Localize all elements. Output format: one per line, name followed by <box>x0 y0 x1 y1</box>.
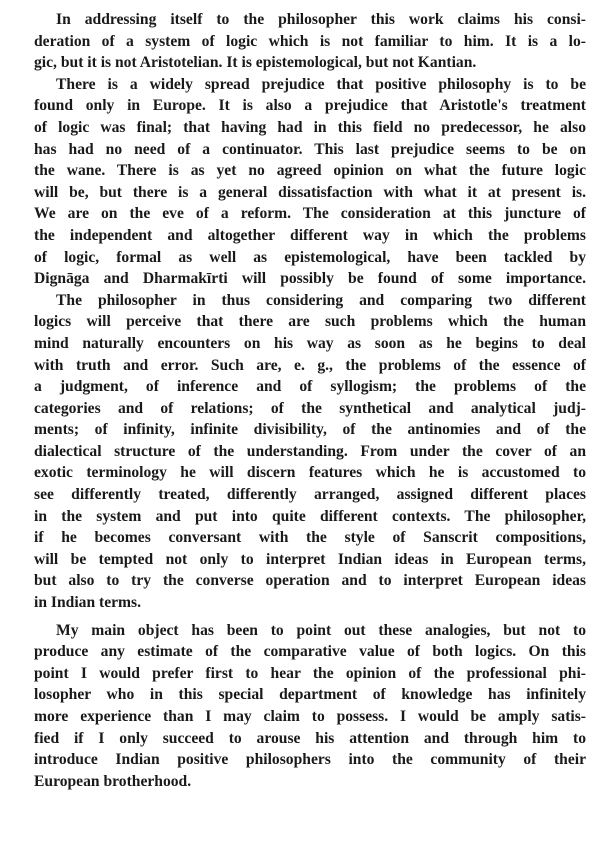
paragraph-4 <box>34 620 586 793</box>
text-line: We are on the eve of a reform. The consideration at this juncture of <box>34 205 586 223</box>
text-line: found only in Europe. It is also a prejudice that Aristotle's treatment <box>34 97 586 115</box>
text-line: a judgment, of inference and of syllogism; the problems of the <box>34 378 586 396</box>
paragraph-2 <box>34 74 586 290</box>
text-line: will be tempted not only to interpret Indian ideas in European terms, <box>34 550 586 568</box>
text-line: of logic was final; that having had in this field no predecessor, he also <box>34 118 586 136</box>
text-line: the independent and altogether different way in which the problems <box>34 226 586 244</box>
text-line: ments; of infinity, infinite divisibility, of the antinomies and of the <box>34 421 586 439</box>
paragraph-1 <box>34 9 586 74</box>
text-line: My main object has been to point out these analogies, but not to <box>56 621 586 639</box>
text-line: deration of a system of logic which is not familiar to him. It is a lo- <box>34 32 586 50</box>
text-line: In addressing itself to the philosopher this work claims his consi- <box>56 11 586 28</box>
text-line: logics will perceive that there are such problems which the human <box>34 313 586 331</box>
text-line: point I would prefer first to hear the opinion of the professional phi- <box>34 664 586 682</box>
text-line: of logic, formal as well as epistemological, have been tackled by <box>34 248 586 266</box>
text-line: if he becomes conversant with the style of Sanscrit compositions, <box>34 529 586 547</box>
text-line: more experience than I may claim to possess. I would be amply satis- <box>34 708 586 725</box>
text-line: categories and of relations; of the synthetical and analytical judj- <box>34 399 586 417</box>
text-line: Dignāga and Dharmakīrti will possibly be found of some importance. <box>34 270 586 288</box>
text-line: produce any estimate of the comparative value of both logics. On this <box>34 643 586 661</box>
text-line: but also to try the converse operation and to interpret European ideas <box>34 572 586 590</box>
text-line: will be, but there is a general dissatisfaction with what it at present is. <box>34 183 586 201</box>
text-line: in Indian terms. <box>34 594 142 612</box>
text-line: European brotherhood. <box>34 772 192 790</box>
text-line: exotic terminology he will discern features which he is accustomed to <box>34 464 586 482</box>
text-line: see differently treated, differently arranged, assigned different places <box>34 486 586 504</box>
text-line: gic, but it is not Aristotelian. It is epistemological, but not Kantian. <box>34 54 477 72</box>
text-line: with truth and error. Such are, e. g., the problems of the essence of <box>34 356 586 374</box>
text-line: The philosopher in thus considering and comparing two different <box>56 291 586 309</box>
text-line: There is a widely spread prejudice that positive philosophy is to be <box>56 75 586 93</box>
text-line: introduce Indian positive philosophers into the community of their <box>34 751 586 769</box>
text-line: in the system and put into quite different contexts. The philosopher, <box>34 507 586 525</box>
paragraph-3 <box>34 290 586 614</box>
text-line: the wane. There is as yet no agreed opinion on what the future logic <box>34 162 586 180</box>
text-line: fied if I only succeed to arouse his attention and through him to <box>34 729 586 747</box>
text-line: has had no need of a continuator. This last prejudice seems to be on <box>34 140 586 158</box>
text-line: losopher who in this special department of knowledge has infinitely <box>34 686 586 704</box>
text-line: mind naturally encounters on his way as soon as he begins to deal <box>34 334 586 352</box>
text-line: dialectical structure of the understanding. From under the cover of an <box>34 442 586 460</box>
